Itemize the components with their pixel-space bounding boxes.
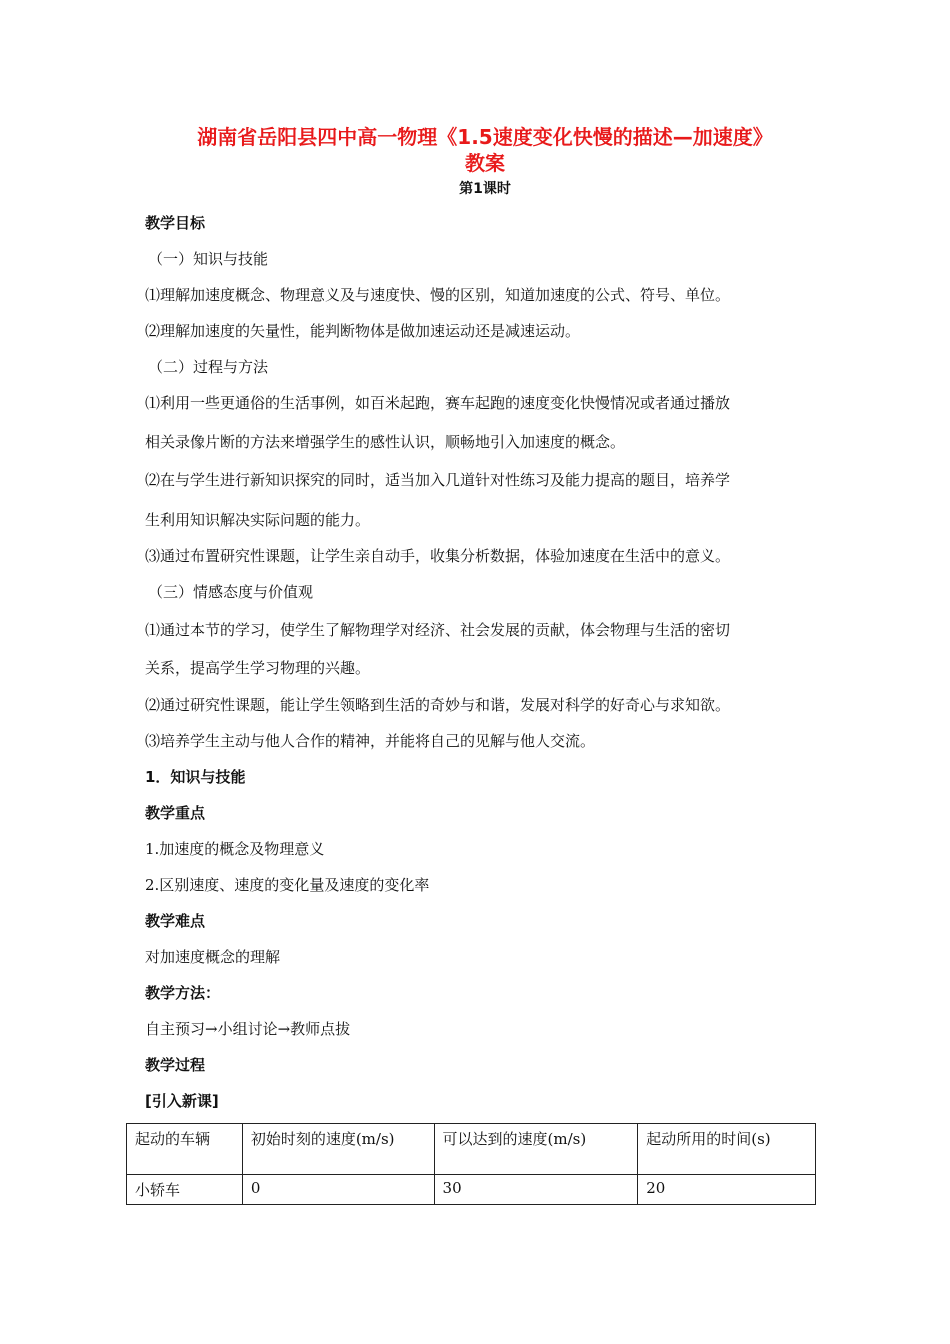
s2-item-2-cont: 生利用知识解决实际问题的能力。 bbox=[145, 511, 371, 529]
key-point-2: 2.区别速度、速度的变化量及速度的变化率 bbox=[145, 876, 430, 894]
method-heading: 教学方法： bbox=[145, 984, 221, 1002]
s2-item-1: ⑴利用一些更通俗的生活事例，如百米起跑，赛车起跑的速度变化快慢情况或者通过播放 bbox=[145, 394, 731, 412]
table-row bbox=[127, 1175, 816, 1205]
table-header-row bbox=[127, 1124, 816, 1175]
s2-item-3: ⑶通过布置研究性课题，让学生亲自动手，收集分析数据，体验加速度在生活中的意义。 bbox=[145, 547, 731, 565]
difficulty-text: 对加速度概念的理解 bbox=[145, 948, 281, 966]
table-cell: 0 bbox=[242, 1175, 434, 1205]
lesson-label: 第1课时 bbox=[459, 181, 511, 197]
s3-item-1-cont: 关系，提高学生学习物理的兴趣。 bbox=[145, 659, 371, 677]
objectives-heading: 教学目标 bbox=[145, 214, 206, 232]
key-points-heading: 教学重点 bbox=[145, 804, 206, 822]
table-header-cell: 可以达到的速度(m/s) bbox=[434, 1124, 638, 1175]
table-header-cell: 起动所用的时间(s) bbox=[638, 1124, 816, 1175]
s3-item-2: ⑵通过研究性课题，能让学生领略到生活的奇妙与和谐，发展对科学的好奇心与求知欲。 bbox=[145, 696, 731, 714]
document-title-line1: 湖南省岳阳县四中高一物理《1.5速度变化快慢的描述—加速度》 bbox=[197, 125, 773, 149]
intro-label: [引入新课] bbox=[145, 1092, 219, 1110]
knowledge-heading: 1．知识与技能 bbox=[145, 768, 246, 786]
s3-item-3: ⑶培养学生主动与他人合作的精神，并能将自己的见解与他人交流。 bbox=[145, 732, 596, 750]
s1-item-1: ⑴理解加速度概念、物理意义及与速度快、慢的区别，知道加速度的公式、符号、单位。 bbox=[145, 286, 731, 304]
s1-item-2: ⑵理解加速度的矢量性，能判断物体是做加速运动还是减速运动。 bbox=[145, 322, 581, 340]
method-text: 自主预习→小组讨论→教师点拔 bbox=[145, 1020, 351, 1038]
key-point-1: 1.加速度的概念及物理意义 bbox=[145, 840, 325, 858]
document-title-line2: 教案 bbox=[465, 151, 505, 175]
s2-item-2: ⑵在与学生进行新知识探究的同时，适当加入几道针对性练习及能力提高的题目，培养学 bbox=[145, 471, 731, 489]
table-cell: 30 bbox=[434, 1175, 638, 1205]
table-header-cell: 初始时刻的速度(m/s) bbox=[242, 1124, 434, 1175]
section3-title: （三）情感态度与价值观 bbox=[148, 583, 314, 601]
vehicle-start-table bbox=[126, 1123, 816, 1205]
table-cell: 20 bbox=[638, 1175, 816, 1205]
table-header-cell: 起动的车辆 bbox=[127, 1124, 243, 1175]
section2-title: （二）过程与方法 bbox=[148, 358, 269, 376]
s3-item-1: ⑴通过本节的学习，使学生了解物理学对经济、社会发展的贡献，体会物理与生活的密切 bbox=[145, 621, 731, 639]
difficulty-heading: 教学难点 bbox=[145, 912, 206, 930]
table-cell: 小轿车 bbox=[127, 1175, 243, 1205]
s2-item-1-cont: 相关录像片断的方法来增强学生的感性认识，顺畅地引入加速度的概念。 bbox=[145, 433, 626, 451]
process-heading: 教学过程 bbox=[145, 1056, 206, 1074]
section1-title: （一）知识与技能 bbox=[148, 250, 269, 268]
